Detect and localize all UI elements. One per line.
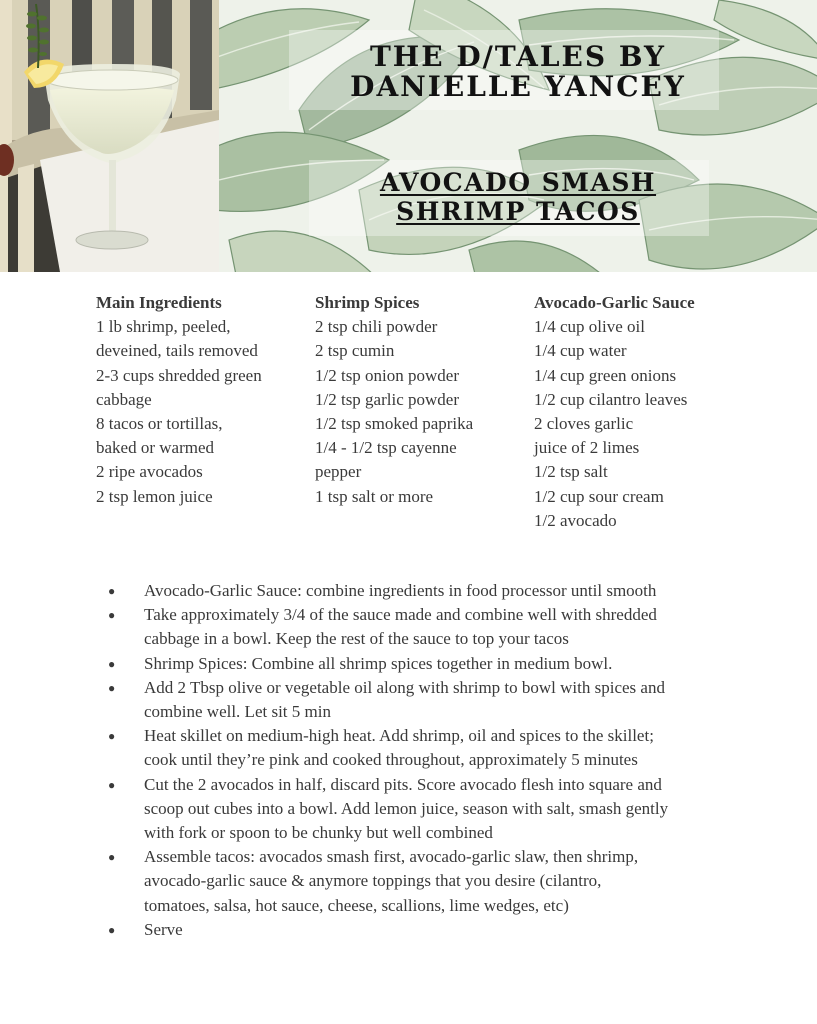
list-item: 1/2 tsp garlic powder <box>315 389 459 409</box>
list-item: 1 tsp salt or more <box>315 486 434 506</box>
list-item: 1/2 tsp salt <box>534 462 608 482</box>
list-item: baked or warmed <box>96 438 215 458</box>
bullet-icon: ● <box>108 777 116 792</box>
recipe-title <box>219 168 817 226</box>
avocado-garlic-sauce-heading: Avocado-Garlic Sauce <box>534 293 695 312</box>
list-item: cabbage <box>96 389 152 409</box>
step-line: avocado-garlic sauce & anymore toppings that you desire (cilantro, <box>144 871 602 891</box>
list-item: 2 tsp cumin <box>315 341 395 361</box>
list-item: 1 lb shrimp, peeled, <box>96 317 231 337</box>
step-line: Shrimp Spices: Combine all shrimp spices together in medium bowl. <box>144 653 613 673</box>
main-ingredients-heading: Main Ingredients <box>96 293 222 312</box>
instruction-step <box>108 652 748 676</box>
list-item: 1/4 cup olive oil <box>534 317 645 337</box>
bullet-icon: ● <box>108 656 116 671</box>
shrimp-spices-heading: Shrimp Spices <box>315 293 420 312</box>
bullet-icon: ● <box>108 608 116 623</box>
brand-line-1: THE D/TALES BY <box>369 40 667 73</box>
instruction-step <box>108 676 748 724</box>
step-line: scoop out cubes into a bowl. Add lemon juice, season with salt, smash gently <box>144 798 669 818</box>
step-line: cabbage in a bowl. Keep the rest of the sauce to top your tacos <box>144 629 569 649</box>
recipe-title-line-2: SHRIMP TACOS <box>396 197 640 226</box>
step-line: combine well. Let sit 5 min <box>144 702 331 722</box>
step-line: Serve <box>144 919 183 939</box>
step-line: Assemble tacos: avocados smash first, avocado-garlic slaw, then shrimp, <box>144 847 639 867</box>
list-item: juice of 2 limes <box>534 438 640 458</box>
step-line: with fork or spoon to be chunky but well combined <box>144 823 493 843</box>
instructions-list <box>108 579 748 942</box>
step-line: Avocado-Garlic Sauce: combine ingredients in food processor until smooth <box>144 581 657 600</box>
list-item: 8 tacos or tortillas, <box>96 414 223 434</box>
list-item: 1/2 tsp smoked paprika <box>315 414 474 434</box>
brand-line-2: DANIELLE YANCEY <box>350 70 686 103</box>
avocado-garlic-sauce-column <box>534 291 695 533</box>
shrimp-spices-list <box>315 315 473 509</box>
instruction-step <box>108 603 748 651</box>
header-banner <box>0 0 817 272</box>
title-block <box>219 0 817 272</box>
main-ingredients-column <box>96 291 262 509</box>
list-item: 1/4 - 1/2 tsp cayenne <box>315 438 457 458</box>
list-item: 1/4 cup green onions <box>534 365 677 385</box>
list-item: 2 tsp chili powder <box>315 317 438 337</box>
list-item: deveined, tails removed <box>96 341 258 361</box>
instruction-step <box>108 773 748 846</box>
step-line: Add 2 Tbsp olive or vegetable oil along with shrimp to bowl with spices and <box>144 677 665 697</box>
list-item: 2 cloves garlic <box>534 414 634 434</box>
step-line: cook until they’re pink and cooked throughout, approximately 5 minutes <box>144 750 638 770</box>
cocktail-photo <box>0 0 219 272</box>
step-line: Cut the 2 avocados in half, discard pits. Score avocado flesh into square and <box>144 774 662 794</box>
list-item: 2 ripe avocados <box>96 462 203 482</box>
bullet-icon: ● <box>108 680 116 695</box>
list-item: 1/2 avocado <box>534 510 617 530</box>
step-line: tomatoes, salsa, hot sauce, cheese, scallions, lime wedges, etc) <box>144 895 569 915</box>
shrimp-spices-column <box>315 291 473 509</box>
ingredients-section <box>96 291 776 541</box>
list-item: 1/4 cup water <box>534 341 627 361</box>
bullet-icon: ● <box>108 729 116 744</box>
avocado-garlic-sauce-list <box>534 315 695 533</box>
list-item: 1/2 cup sour cream <box>534 486 664 506</box>
list-item: pepper <box>315 462 362 482</box>
step-line: Take approximately 3/4 of the sauce made and combine well with shredded <box>144 605 657 625</box>
bullet-icon: ● <box>108 850 116 865</box>
instruction-step <box>108 918 748 942</box>
list-item: 1/2 tsp onion powder <box>315 365 460 385</box>
list-item: 2 tsp lemon juice <box>96 486 213 506</box>
bullet-icon: ● <box>108 922 116 937</box>
list-item: 2-3 cups shredded green <box>96 365 262 385</box>
step-line: Heat skillet on medium-high heat. Add shrimp, oil and spices to the skillet; <box>144 726 654 746</box>
list-item: 1/2 cup cilantro leaves <box>534 389 688 409</box>
brand-title <box>219 42 817 102</box>
main-ingredients-list <box>96 315 262 509</box>
instruction-step <box>108 845 748 918</box>
instruction-step <box>108 724 748 772</box>
instruction-step <box>108 579 748 603</box>
recipe-title-line-1: AVOCADO SMASH <box>379 168 657 197</box>
bullet-icon: ● <box>108 584 116 598</box>
